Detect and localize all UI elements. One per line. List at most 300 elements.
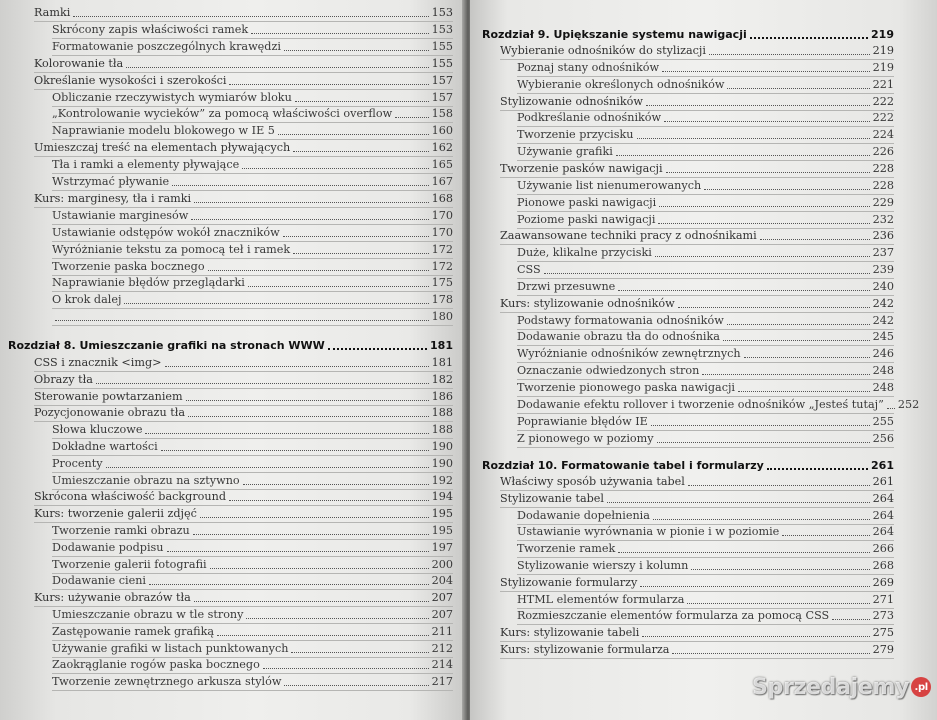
page-number: 204 — [431, 574, 453, 588]
dot-leader — [642, 636, 869, 637]
toc-entry — [52, 91, 453, 105]
page-number: 175 — [431, 276, 453, 290]
toc-entry — [500, 626, 894, 640]
page-number: 248 — [872, 381, 894, 394]
entry-title: Duże, klikalne przyciski — [517, 246, 652, 260]
dot-leader — [672, 653, 869, 654]
toc-entry — [517, 415, 894, 429]
toc-entry — [517, 509, 894, 523]
entry-title: Ustawianie odstępów wokół znaczników — [52, 225, 280, 239]
toc-entry — [34, 507, 453, 521]
page-number: 222 — [872, 94, 894, 108]
toc-entry — [52, 310, 453, 324]
toc-entry — [500, 44, 894, 58]
dot-leader — [194, 202, 429, 203]
entry-title: „Kontrolowanie wycieków” za pomocą właściwości overflow — [52, 107, 393, 121]
toc-entry — [52, 524, 453, 538]
toc-entry — [34, 6, 453, 20]
dot-leader — [544, 273, 870, 274]
left-page — [0, 0, 466, 720]
chapter-heading — [482, 459, 894, 473]
toc-entry — [517, 111, 894, 125]
row-divider — [52, 173, 453, 174]
toc-entry — [52, 625, 453, 639]
dot-leader — [637, 138, 870, 139]
dot-leader — [55, 320, 429, 321]
page-number: 160 — [431, 124, 453, 138]
toc-entry — [500, 643, 894, 657]
entry-title: Z pionowego w poziomy — [517, 431, 654, 445]
entry-title: Kurs: stylizowanie odnośników — [500, 296, 675, 310]
entry-title: Dodawanie dopełnienia — [517, 508, 650, 522]
row-divider — [517, 76, 894, 77]
entry-title: Wyróżnianie odnośników zewnętrznych — [517, 347, 741, 361]
page-number: 153 — [431, 6, 453, 19]
entry-title: Poprawianie błędów IE — [517, 414, 648, 428]
dot-leader — [246, 618, 428, 619]
page-number: 195 — [431, 524, 453, 537]
row-divider — [517, 362, 894, 363]
page-number: 212 — [431, 641, 453, 655]
toc-entry — [517, 314, 894, 328]
page-number: 188 — [431, 406, 453, 420]
dot-leader — [653, 519, 870, 520]
row-divider — [500, 244, 894, 245]
row-divider — [517, 295, 894, 296]
page-number: 217 — [431, 675, 453, 689]
entry-title: Umieszczanie obrazu w tle strony — [52, 608, 244, 621]
dot-leader — [242, 168, 428, 169]
dot-leader — [832, 619, 869, 620]
entry-title: Tworzenie galerii fotografii — [52, 557, 207, 571]
toc-entry — [517, 347, 894, 361]
entry-title: Dodawanie podpisu — [52, 540, 164, 554]
toc-entry — [517, 179, 894, 193]
row-divider — [517, 228, 894, 229]
entry-title: Podkreślanie odnośników — [517, 111, 662, 125]
page-number: 188 — [431, 423, 453, 437]
entry-title: Używanie list nienumerowanych — [517, 178, 702, 192]
entry-title: Wyróżnianie tekstu za pomocą teł i ramek — [52, 242, 291, 256]
toc-entry — [52, 457, 453, 471]
page-number: 255 — [872, 414, 894, 428]
page-number: 261 — [872, 475, 894, 488]
page-number: 264 — [872, 508, 894, 522]
entry-title: CSS i znacznik <img> — [34, 356, 162, 369]
page-number: 219 — [871, 28, 894, 41]
toc-entry — [500, 576, 894, 590]
entry-title: Dodawanie efektu rollover i tworzenie odnośników „Jesteś tutaj” — [517, 397, 884, 411]
entry-title: Tworzenie zewnętrznego arkusza stylów — [52, 675, 282, 689]
entry-title: Drzwi przesuwne — [517, 279, 616, 293]
row-divider — [52, 190, 453, 191]
entry-title: Rozmieszczanie elementów formularza za pomocą CSS — [517, 609, 830, 623]
row-divider — [52, 291, 453, 292]
entry-title: Naprawianie błędów przeglądarki — [52, 276, 245, 290]
page-number: 170 — [431, 208, 453, 222]
dot-leader — [278, 134, 429, 135]
row-divider — [52, 690, 453, 691]
page-number: 261 — [871, 459, 894, 472]
toc-entry — [52, 209, 453, 223]
page-number: 228 — [872, 161, 894, 175]
page-number: 172 — [431, 242, 453, 256]
dot-leader — [194, 601, 429, 602]
entry-title: Właściwy sposób używania tabel — [500, 475, 685, 488]
dot-leader — [618, 290, 869, 291]
toc-entry — [517, 145, 894, 159]
toc-entry — [517, 330, 894, 344]
entry-title: Określanie wysokości i szerokości — [34, 73, 227, 87]
dot-leader — [607, 502, 870, 503]
toc-entry — [52, 293, 453, 307]
entry-title: Tworzenie ramek — [517, 542, 616, 556]
entry-title: Kurs: marginesy, tła i ramki — [34, 191, 192, 205]
page-number: 190 — [431, 440, 453, 453]
row-divider — [34, 156, 453, 157]
toc-entry — [517, 280, 894, 294]
toc-entry — [52, 474, 453, 488]
page-number: 229 — [872, 195, 894, 209]
entry-title: Poznaj stany odnośników — [517, 60, 660, 74]
dot-leader — [738, 391, 870, 392]
dot-leader — [664, 121, 870, 122]
dot-leader — [709, 54, 870, 55]
dot-leader — [702, 374, 869, 375]
entry-title: Umieszczanie obrazu na sztywno — [52, 473, 240, 487]
page-number: 167 — [431, 175, 453, 188]
dot-leader — [646, 105, 870, 106]
dot-leader — [293, 253, 428, 254]
toc-entry — [517, 432, 894, 446]
chapter-heading — [8, 339, 453, 353]
page-number: 266 — [872, 542, 894, 556]
entry-title: Formatowanie poszczególnych krawędzi — [52, 39, 281, 53]
page-number: 165 — [431, 158, 453, 172]
page-number: 224 — [872, 128, 894, 142]
dot-leader — [188, 416, 429, 417]
dot-leader — [73, 16, 428, 17]
toc-entry — [52, 574, 453, 588]
dot-leader — [658, 223, 869, 224]
dot-leader — [210, 568, 429, 569]
row-divider — [500, 59, 894, 60]
entry-title: Tworzenie ramki obrazu — [52, 524, 190, 537]
dot-leader — [248, 286, 429, 287]
dot-leader — [96, 383, 429, 384]
dot-leader — [145, 433, 428, 434]
entry-title: Tworzenie pionowego paska nawigacji — [517, 381, 736, 394]
page-number: 242 — [872, 313, 894, 327]
page-number: 178 — [431, 293, 453, 307]
toc-entry — [517, 364, 894, 378]
toc-entry — [52, 124, 453, 138]
row-divider — [517, 194, 894, 195]
page-number: 157 — [431, 73, 453, 87]
row-divider — [517, 126, 894, 127]
row-divider — [517, 211, 894, 212]
page-number: 232 — [872, 212, 894, 226]
dot-leader — [395, 117, 428, 118]
entry-title: Kurs: stylizowanie tabeli — [500, 626, 640, 640]
entry-title: Tworzenie przycisku — [517, 128, 634, 142]
dot-leader — [727, 324, 870, 325]
page-number: 153 — [431, 22, 453, 36]
dot-leader — [723, 340, 870, 341]
entry-title: Podstawy formatowania odnośników — [517, 313, 724, 327]
dot-leader — [165, 366, 429, 367]
dot-leader — [767, 468, 868, 470]
row-divider — [517, 396, 894, 397]
page-number: 269 — [872, 575, 894, 589]
entry-title: Zaawansowane techniki pracy z odnośnikami — [500, 229, 757, 243]
entry-title: Stylizowanie tabel — [500, 491, 604, 505]
page-number: 245 — [872, 330, 894, 344]
entry-title: Dodawanie cieni — [52, 574, 146, 588]
entry-title: Tła i ramki a elementy pływające — [52, 158, 240, 172]
page-number: 181 — [430, 339, 453, 352]
toc-entry — [517, 609, 894, 623]
page-number: 246 — [872, 347, 894, 361]
dot-leader — [657, 442, 870, 443]
dot-leader — [217, 635, 429, 636]
entry-title: Dokładne wartości — [52, 440, 158, 453]
dot-leader — [167, 551, 429, 552]
row-divider — [517, 143, 894, 144]
dot-leader — [618, 552, 869, 553]
chapter-title: Rozdział 10. Formatowanie tabel i formularzy — [482, 459, 764, 472]
page-number: 273 — [872, 609, 894, 623]
page-number: 207 — [431, 591, 453, 605]
entry-title: Tworzenie paska bocznego — [52, 259, 205, 273]
toc-entry — [52, 40, 453, 54]
watermark — [752, 668, 932, 706]
toc-entry — [34, 192, 453, 206]
page-number: 155 — [431, 56, 453, 70]
row-divider — [52, 139, 453, 140]
entry-title: CSS — [517, 263, 541, 277]
dot-leader — [263, 668, 429, 669]
page-number: 214 — [431, 658, 453, 672]
dot-leader — [687, 603, 869, 604]
toc-entry — [52, 226, 453, 240]
page-number: 236 — [872, 229, 894, 243]
page-number: 158 — [431, 107, 453, 121]
dot-leader — [744, 357, 870, 358]
entry-title: Zaokrąglanie rogów paska bocznego — [52, 658, 260, 672]
page-number: 271 — [872, 592, 894, 606]
entry-title: Pozycjonowanie obrazu tła — [34, 406, 186, 420]
dot-leader — [229, 500, 429, 501]
row-divider — [34, 21, 453, 22]
page-number: 155 — [431, 39, 453, 53]
toc-entry — [52, 23, 453, 37]
page-number: 200 — [431, 557, 453, 571]
page-number: 170 — [431, 225, 453, 239]
row-divider — [517, 261, 894, 262]
entry-title: Wybieranie określonych odnośników — [517, 77, 725, 91]
row-divider — [500, 658, 894, 659]
page-number: 192 — [431, 473, 453, 487]
row-divider — [52, 275, 453, 276]
toc-entry — [52, 541, 453, 555]
entry-title: Sterowanie powtarzaniem — [34, 389, 183, 403]
page-number: 197 — [431, 540, 453, 554]
chapter-title: Rozdział 8. Umieszczanie grafiki na stronach WWW — [8, 339, 325, 352]
entry-title: Kurs: stylizowanie formularza — [500, 643, 670, 656]
toc-entry — [52, 260, 453, 274]
page-number: 275 — [872, 626, 894, 640]
toc-entry — [517, 263, 894, 277]
entry-title: Oznaczanie odwiedzonych stron — [517, 364, 700, 378]
row-divider — [517, 160, 894, 161]
dot-leader — [291, 652, 428, 653]
entry-title: Obliczanie rzeczywistych wymiarów bloku — [52, 90, 292, 104]
dot-leader — [284, 685, 428, 686]
entry-title: Dodawanie obrazu tła do odnośnika — [517, 330, 720, 344]
toc-entry — [34, 490, 453, 504]
page-number: 240 — [872, 279, 894, 293]
row-divider — [52, 55, 453, 56]
row-divider — [52, 258, 453, 259]
dot-leader — [760, 239, 870, 240]
page-number: 239 — [872, 263, 894, 277]
entry-title: Umieszczaj treść na elementach pływających — [34, 141, 291, 155]
page-number: 211 — [431, 624, 453, 638]
dot-leader — [727, 88, 869, 89]
dot-leader — [186, 400, 429, 401]
page-number: 182 — [431, 372, 453, 386]
row-divider — [34, 89, 453, 90]
dot-leader — [149, 584, 429, 585]
toc-entry — [500, 162, 894, 176]
toc-entry — [517, 525, 894, 539]
entry-title: HTML elementów formularza — [517, 592, 685, 606]
toc-entry — [517, 559, 894, 573]
page-number: 248 — [872, 364, 894, 378]
dot-leader — [284, 50, 429, 51]
dot-leader — [193, 534, 429, 535]
dot-leader — [616, 155, 870, 156]
toc-entry — [52, 276, 453, 290]
toc-entry — [500, 475, 894, 489]
toc-entry — [52, 175, 453, 189]
page-number: 181 — [431, 356, 453, 369]
toc-entry — [517, 128, 894, 142]
dot-leader — [295, 101, 429, 102]
page-number: 279 — [872, 643, 894, 656]
toc-entry — [517, 593, 894, 607]
chapter-title: Rozdział 9. Upiększanie systemu nawigacji — [482, 28, 747, 41]
entry-title: Pionowe paski nawigacji — [517, 195, 657, 209]
toc-entry — [517, 381, 894, 395]
dot-leader — [161, 450, 429, 451]
row-divider — [517, 413, 894, 414]
toc-entry — [52, 558, 453, 572]
row-divider — [52, 122, 453, 123]
dot-leader — [283, 236, 429, 237]
entry-title: Stylizowanie formularzy — [500, 575, 638, 589]
toc-entry — [517, 196, 894, 210]
dot-leader — [655, 256, 870, 257]
toc-entry — [52, 675, 453, 689]
dot-leader — [640, 586, 869, 587]
chapter-heading — [482, 28, 894, 42]
page-number: 252 — [897, 397, 920, 411]
entry-title: Naprawianie modelu blokowego w IE 5 — [52, 124, 275, 138]
page-number: 157 — [431, 90, 453, 104]
dot-leader — [651, 425, 870, 426]
dot-leader — [124, 303, 428, 304]
page-number: 256 — [872, 431, 894, 445]
entry-title: Wybieranie odnośników do stylizacji — [500, 44, 706, 57]
toc-entry — [500, 492, 894, 506]
page-number: 162 — [431, 141, 453, 155]
toc-entry — [500, 95, 894, 109]
toc-entry — [52, 243, 453, 257]
page-number: 168 — [431, 191, 453, 205]
dot-leader — [704, 189, 869, 190]
toc-entry — [500, 297, 894, 311]
entry-title: Stylizowanie wierszy i kolumn — [517, 559, 689, 572]
row-divider — [34, 72, 453, 73]
toc-entry — [517, 78, 894, 92]
page-number: 172 — [431, 259, 453, 273]
toc-entry — [34, 390, 453, 404]
watermark-text: Sprzedajemy — [752, 674, 910, 700]
row-divider — [52, 106, 453, 107]
dot-leader — [293, 151, 428, 152]
page-number: 228 — [872, 178, 894, 192]
row-divider — [34, 207, 453, 208]
dot-leader — [666, 172, 870, 173]
entry-title: Kurs: tworzenie galerii zdjęć — [34, 507, 197, 521]
toc-entry — [52, 608, 453, 622]
page-number: 219 — [872, 44, 894, 57]
dot-leader — [126, 67, 428, 68]
entry-title: Tworzenie pasków nawigacji — [500, 161, 663, 175]
dot-leader — [208, 270, 429, 271]
toc-entry — [52, 423, 453, 437]
page-number: 264 — [872, 491, 894, 505]
row-divider — [517, 329, 894, 330]
toc-entry — [517, 61, 894, 75]
dot-leader — [243, 484, 429, 485]
toc-entry — [52, 642, 453, 656]
toc-entry — [34, 141, 453, 155]
toc-entry — [34, 373, 453, 387]
dot-leader — [328, 348, 427, 350]
dot-leader — [106, 467, 429, 468]
entry-title: Ustawianie marginesów — [52, 208, 189, 222]
dot-leader — [659, 206, 869, 207]
page-number: 268 — [872, 559, 894, 572]
entry-title: Poziome paski nawigacji — [517, 212, 656, 226]
row-divider — [517, 430, 894, 431]
page-number: 180 — [431, 310, 453, 324]
row-divider — [52, 241, 453, 242]
page-number: 242 — [872, 296, 894, 310]
entry-title: O krok dalej — [52, 293, 122, 307]
row-divider — [517, 278, 894, 279]
row-divider — [517, 345, 894, 346]
toc-entry — [52, 658, 453, 672]
page-number: 195 — [431, 507, 453, 521]
dot-leader — [251, 33, 428, 34]
dot-leader — [172, 185, 428, 186]
dot-leader — [750, 37, 868, 39]
entry-title: Używanie grafiki — [517, 145, 613, 159]
